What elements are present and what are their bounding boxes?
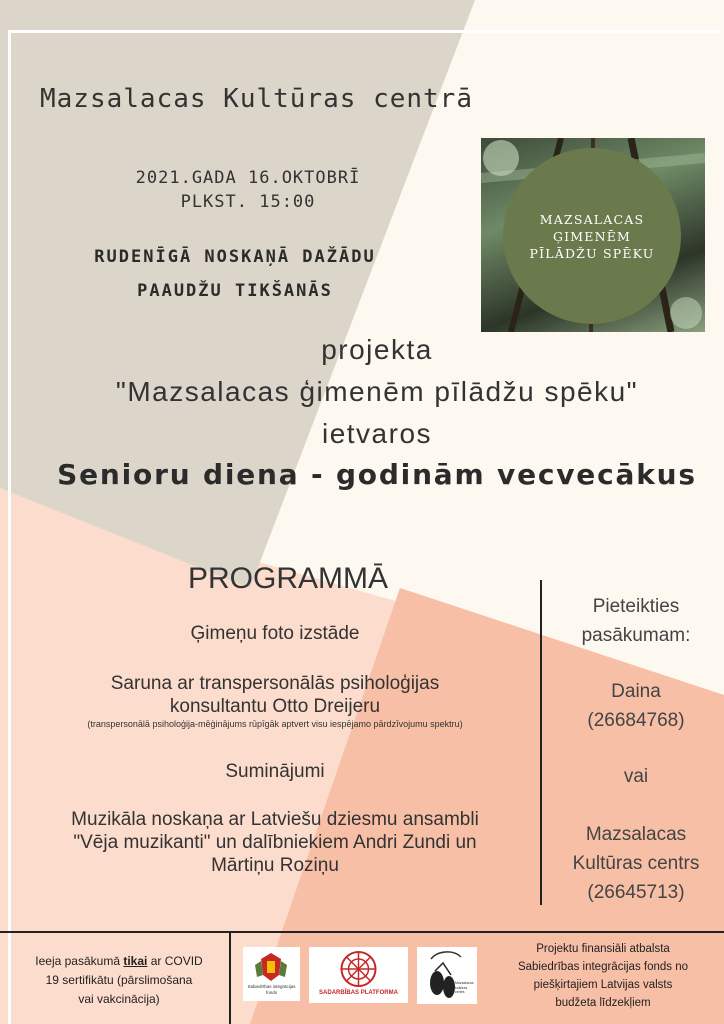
funding-line2: Sabiedrības integrācijas fonds no	[517, 961, 689, 973]
footer-divider	[0, 931, 724, 933]
badge-line2: ĢIMENĒM	[552, 228, 632, 244]
program-item-talk-line1: Saruna ar transpersonālās psiholoģijas	[110, 673, 440, 694]
funding-line3: piešķirtajiem Latvijas valsts	[533, 979, 673, 991]
event-date	[112, 166, 384, 214]
event-title: Senioru diena - godinām vecvecākus	[57, 458, 697, 491]
registration-line1: Pieteikties	[592, 596, 680, 617]
culture-centre-logo	[417, 947, 477, 1004]
event-date-line: 2021.GADA 16.OKTOBRĪ	[135, 168, 361, 188]
badge-line3: PĪLĀDŽU SPĒKU	[529, 245, 655, 261]
sif-logo-text2: fonds	[265, 990, 277, 995]
project-badge	[503, 148, 681, 324]
program-item-music-line3: Mārtiņu Roziņu	[211, 855, 339, 876]
project-label: projekta	[321, 334, 433, 365]
funding-line1: Projektu finansiāli atbalsta	[536, 943, 670, 955]
event-subtitle-line1: RUDENĪGĀ NOSKAŅĀ DAŽĀDU	[94, 247, 376, 267]
project-name: "Mazsalacas ģimenēm pīlādžu spēku"	[115, 376, 639, 407]
entry-bold: tikai	[123, 954, 148, 968]
entry-requirements	[18, 952, 220, 1009]
contact-organization	[548, 820, 724, 907]
sif-logo	[243, 947, 300, 1001]
entry-line3: vai vakcinācija)	[78, 992, 160, 1006]
contact-org-line2: Kultūras centrs	[572, 853, 700, 874]
entry-line2: 19 sertifikātu (pārslimošana	[45, 973, 193, 987]
program-item-photo-exhibition: Ģimeņu foto izstāde	[190, 623, 360, 644]
program-heading: PROGRAMMĀ	[187, 562, 388, 595]
contact-person	[548, 677, 724, 735]
contact-phone2: (26645713)	[587, 882, 685, 903]
program-item-talk-line2: konsultantu Otto Dreijeru	[169, 696, 381, 717]
sif-logo-text1: Sabiedrības integrācijas	[247, 984, 296, 989]
event-subtitle-line2: PAAUDŽU TIKŠANĀS	[137, 281, 333, 301]
project-scope: ietvaros	[321, 418, 433, 449]
sadarbibas-platforma-text: SADARBĪBAS PLATFORMA	[319, 990, 398, 996]
program-item-talk	[15, 672, 535, 718]
program-divider	[540, 580, 542, 905]
program-item-music-line1: Muzikāla noskaņa ar Latviešu dziesmu ansambli	[71, 809, 479, 830]
contact-or: vai	[623, 766, 649, 787]
program-item-honoring: Sumināјumi	[225, 761, 325, 782]
event-subtitle	[50, 240, 420, 308]
badge-line1: MAZSALACAS	[539, 211, 645, 227]
contact-name: Daina	[611, 681, 661, 702]
venue-title: Mazsalacas Kultūras centrā	[40, 84, 473, 114]
sadarbibas-platforma-logo	[309, 947, 408, 1003]
entry-post: ar COVID	[147, 954, 203, 968]
culture-centre-logo-text: Mazsalacas kultūras centrs	[455, 981, 474, 994]
event-time-line: PLKST. 15:00	[180, 192, 316, 212]
project-badge-text	[517, 211, 667, 262]
footer-vertical-divider	[229, 931, 231, 1024]
program-item-music	[15, 808, 535, 877]
registration-line2: pasākumam:	[581, 625, 691, 646]
program-item-talk-note: (transpersonālā psiholoģija-mēģinājums rūpīgāk aptvert visu iespējamo pārdzīvojumu spektru)	[87, 719, 463, 729]
entry-pre: Ieeja pasākumā	[35, 954, 124, 968]
funding-line4: budžeta līdzekļiem	[555, 997, 651, 1009]
registration-heading	[548, 592, 724, 650]
program-item-music-line2: "Vēja muzikanti" un dalībniekiem Andri Zundi un	[73, 832, 477, 853]
funding-notice	[490, 940, 716, 1012]
contact-org-line1: Mazsalacas	[585, 824, 687, 845]
contact-phone1: (26684768)	[587, 710, 685, 731]
